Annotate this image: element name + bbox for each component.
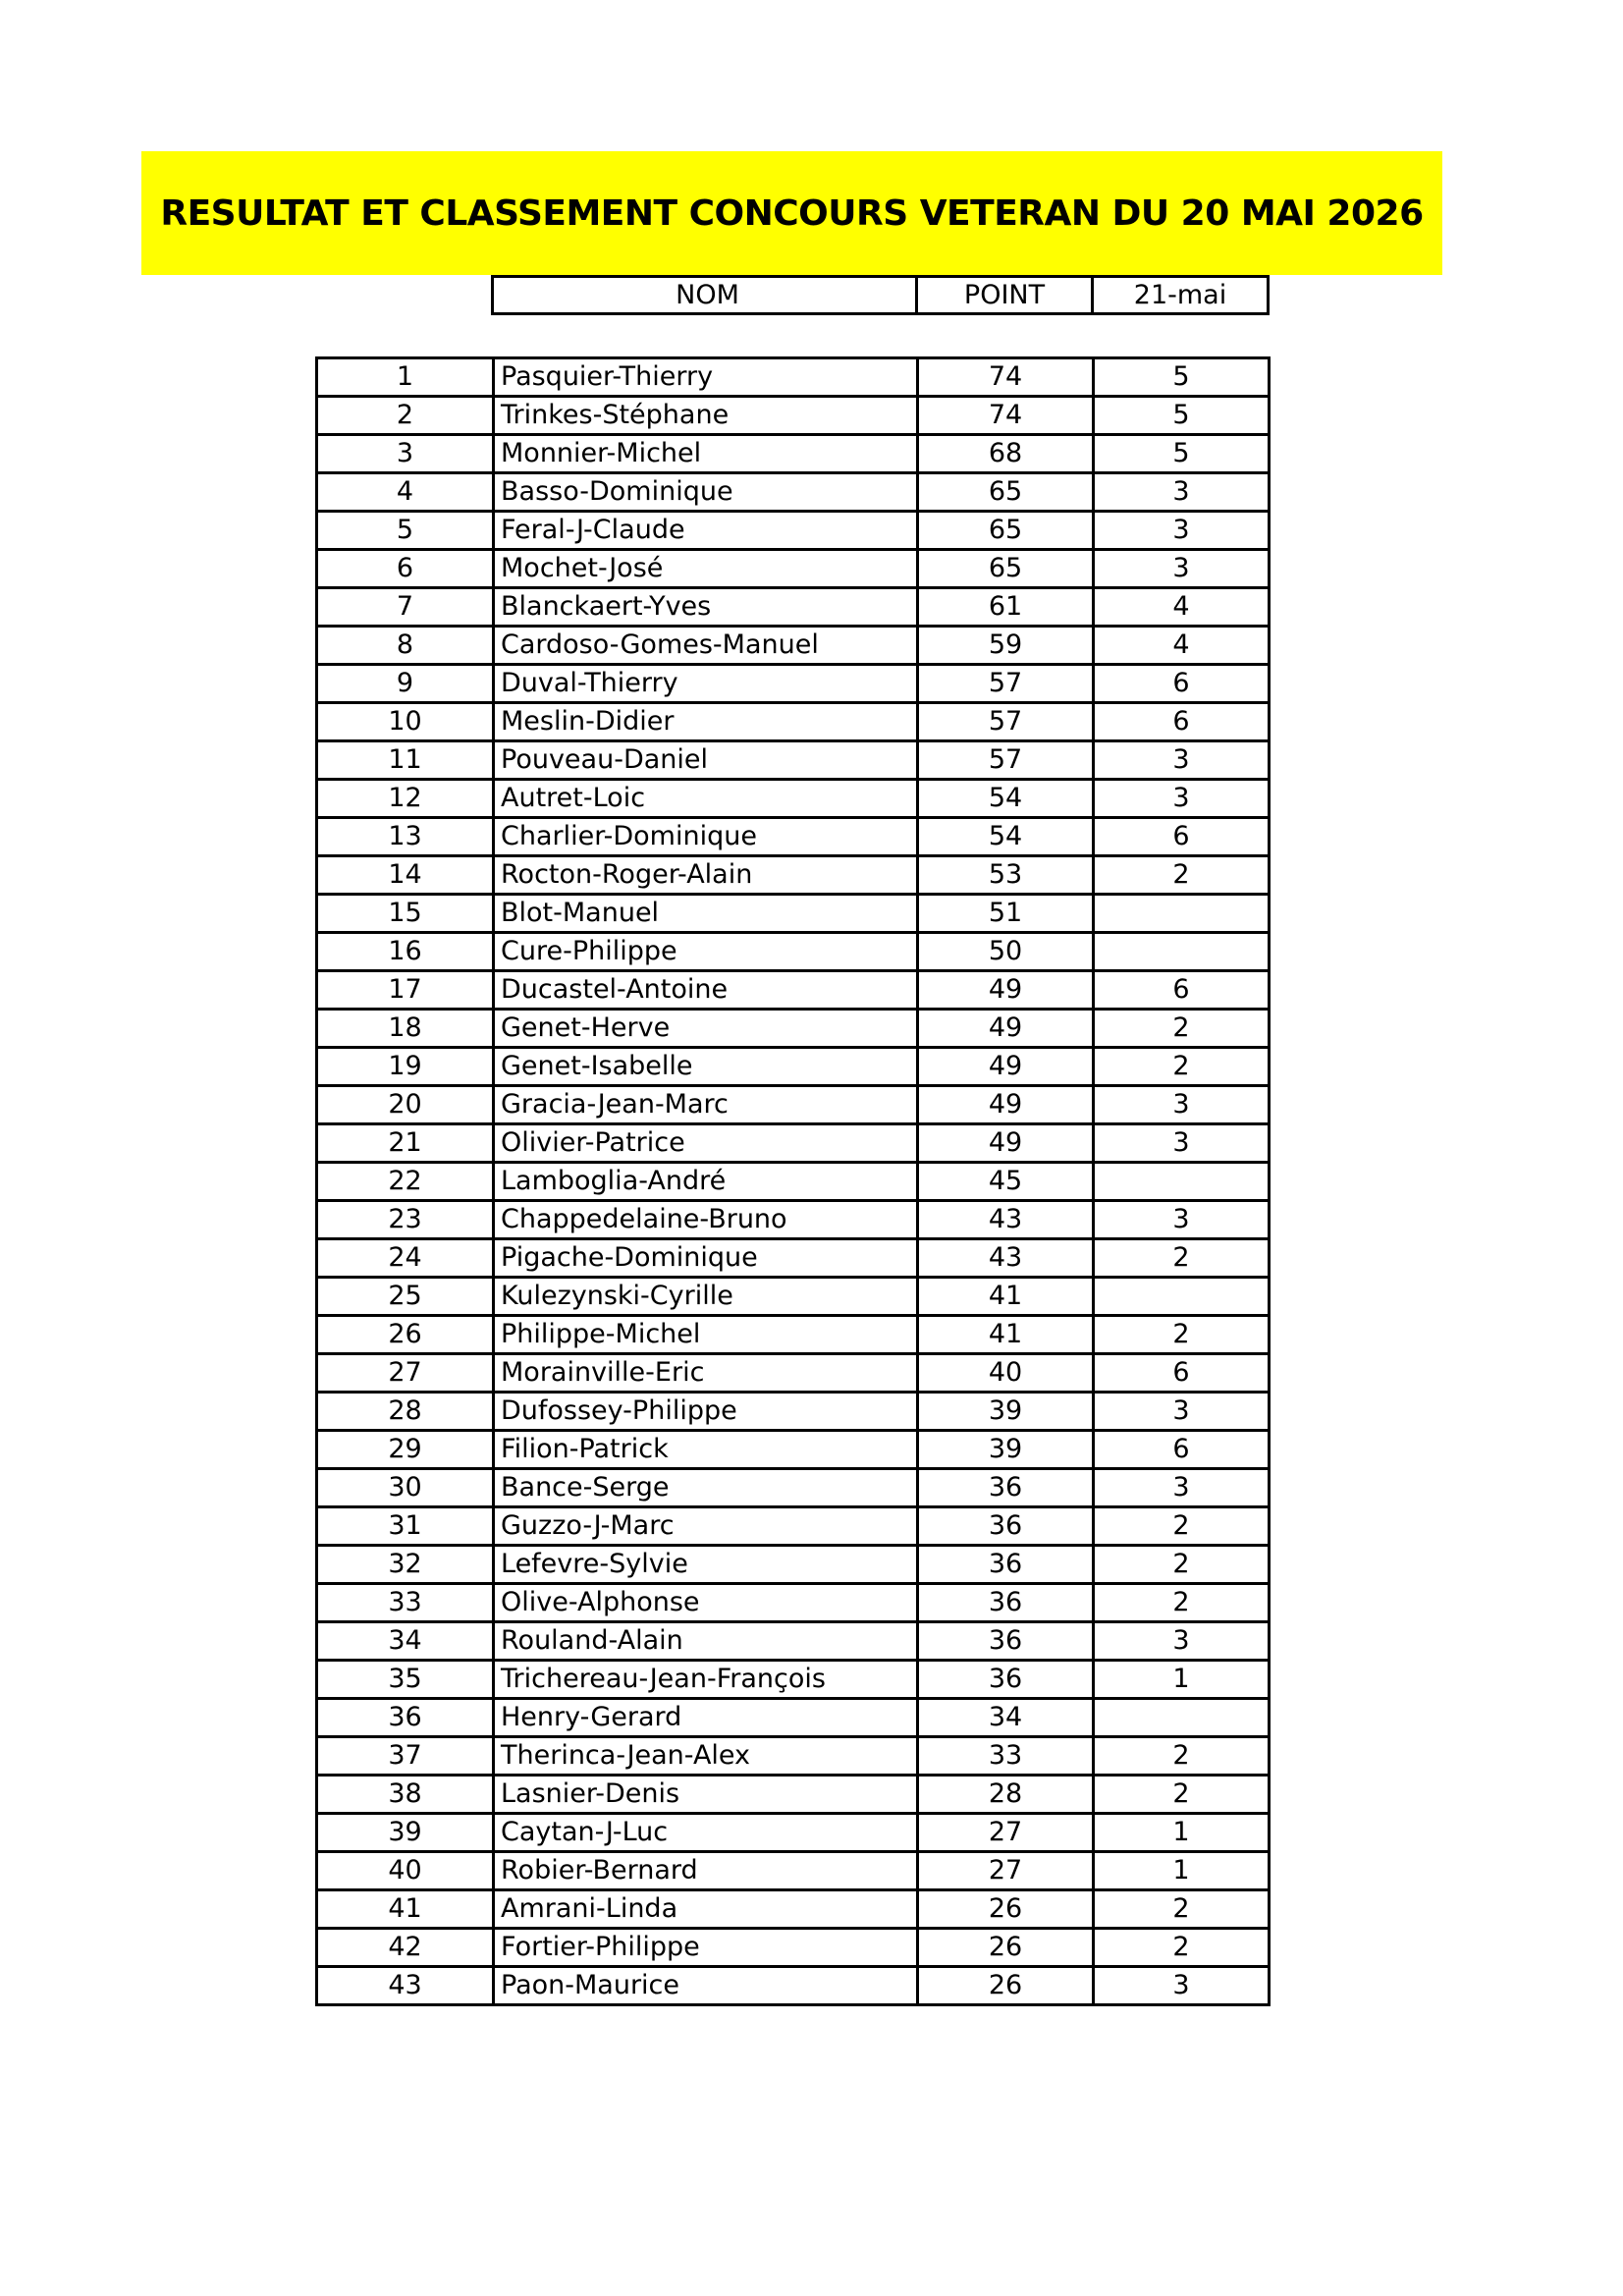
name-cell: Monnier-Michel (494, 435, 918, 473)
date-cell: 6 (1094, 703, 1270, 741)
name-cell: Caytan-J-Luc (494, 1814, 918, 1852)
name-cell: Guzzo-J-Marc (494, 1507, 918, 1546)
table-row (317, 780, 1270, 818)
date-cell: 3 (1094, 512, 1270, 550)
table-row (317, 473, 1270, 512)
name-cell: Charlier-Dominique (494, 818, 918, 856)
point-cell: 59 (918, 627, 1094, 665)
name-cell: Genet-Isabelle (494, 1048, 918, 1086)
date-cell (1094, 1163, 1270, 1201)
header-name: NOM (493, 277, 917, 314)
table-row (317, 1124, 1270, 1163)
date-cell: 3 (1094, 1622, 1270, 1661)
table-row (317, 550, 1270, 588)
point-cell: 51 (918, 895, 1094, 933)
header-row (493, 277, 1269, 314)
rank-cell: 28 (317, 1393, 494, 1431)
rank-cell: 31 (317, 1507, 494, 1546)
rank-cell: 5 (317, 512, 494, 550)
rank-cell: 19 (317, 1048, 494, 1086)
name-cell: Olivier-Patrice (494, 1124, 918, 1163)
point-cell: 26 (918, 1967, 1094, 2005)
name-cell: Pigache-Dominique (494, 1239, 918, 1278)
name-cell: Henry-Gerard (494, 1699, 918, 1737)
point-cell: 36 (918, 1622, 1094, 1661)
table-row (317, 1163, 1270, 1201)
rank-cell: 37 (317, 1737, 494, 1776)
name-cell: Therinca-Jean-Alex (494, 1737, 918, 1776)
name-cell: Kulezynski-Cyrille (494, 1278, 918, 1316)
table-row (317, 1048, 1270, 1086)
table-row (317, 1278, 1270, 1316)
date-cell: 5 (1094, 435, 1270, 473)
table-row (317, 1469, 1270, 1507)
rank-cell: 27 (317, 1354, 494, 1393)
point-cell: 43 (918, 1201, 1094, 1239)
name-cell: Trinkes-Stéphane (494, 397, 918, 435)
point-cell: 57 (918, 703, 1094, 741)
table-row (317, 627, 1270, 665)
rank-cell: 26 (317, 1316, 494, 1354)
date-cell: 2 (1094, 1316, 1270, 1354)
name-cell: Paon-Maurice (494, 1967, 918, 2005)
point-cell: 27 (918, 1814, 1094, 1852)
date-cell: 3 (1094, 780, 1270, 818)
rank-cell: 43 (317, 1967, 494, 2005)
date-cell: 4 (1094, 588, 1270, 627)
table-row (317, 895, 1270, 933)
rank-cell: 30 (317, 1469, 494, 1507)
point-cell: 57 (918, 741, 1094, 780)
table-row (317, 856, 1270, 895)
point-cell: 49 (918, 1010, 1094, 1048)
name-cell: Bance-Serge (494, 1469, 918, 1507)
table-row (317, 1814, 1270, 1852)
date-cell: 5 (1094, 397, 1270, 435)
name-cell: Fortier-Philippe (494, 1929, 918, 1967)
name-cell: Lamboglia-André (494, 1163, 918, 1201)
date-cell: 3 (1094, 741, 1270, 780)
date-cell: 3 (1094, 1124, 1270, 1163)
point-cell: 27 (918, 1852, 1094, 1890)
rank-cell: 29 (317, 1431, 494, 1469)
name-cell: Gracia-Jean-Marc (494, 1086, 918, 1124)
table-row (317, 1584, 1270, 1622)
date-cell: 6 (1094, 971, 1270, 1010)
rank-cell: 13 (317, 818, 494, 856)
point-cell: 53 (918, 856, 1094, 895)
name-cell: Morainville-Eric (494, 1354, 918, 1393)
rank-cell: 40 (317, 1852, 494, 1890)
header-point: POINT (917, 277, 1093, 314)
date-cell (1094, 1278, 1270, 1316)
rank-cell: 25 (317, 1278, 494, 1316)
rank-cell: 11 (317, 741, 494, 780)
table-row (317, 1661, 1270, 1699)
table-row (317, 1699, 1270, 1737)
rank-cell: 36 (317, 1699, 494, 1737)
point-cell: 40 (918, 1354, 1094, 1393)
table-row (317, 1393, 1270, 1431)
rank-cell: 14 (317, 856, 494, 895)
point-cell: 39 (918, 1431, 1094, 1469)
point-cell: 41 (918, 1316, 1094, 1354)
table-row (317, 1507, 1270, 1546)
rank-cell: 1 (317, 358, 494, 397)
date-cell: 3 (1094, 1201, 1270, 1239)
table-row (317, 1967, 1270, 2005)
name-cell: Filion-Patrick (494, 1431, 918, 1469)
rank-cell: 35 (317, 1661, 494, 1699)
table-row (317, 1086, 1270, 1124)
table-row (317, 1776, 1270, 1814)
point-cell: 68 (918, 435, 1094, 473)
date-cell: 6 (1094, 1431, 1270, 1469)
point-cell: 74 (918, 358, 1094, 397)
rank-cell: 24 (317, 1239, 494, 1278)
rank-cell: 42 (317, 1929, 494, 1967)
date-cell: 1 (1094, 1852, 1270, 1890)
name-cell: Pouveau-Daniel (494, 741, 918, 780)
name-cell: Cure-Philippe (494, 933, 918, 971)
date-cell: 1 (1094, 1814, 1270, 1852)
rank-cell: 38 (317, 1776, 494, 1814)
date-cell: 1 (1094, 1661, 1270, 1699)
point-cell: 54 (918, 818, 1094, 856)
date-cell: 6 (1094, 818, 1270, 856)
table-row (317, 588, 1270, 627)
rank-cell: 22 (317, 1163, 494, 1201)
date-cell: 3 (1094, 1393, 1270, 1431)
table-row (317, 435, 1270, 473)
table-row (317, 1316, 1270, 1354)
date-cell: 3 (1094, 1967, 1270, 2005)
name-cell: Duval-Thierry (494, 665, 918, 703)
name-cell: Chappedelaine-Bruno (494, 1201, 918, 1239)
name-cell: Pasquier-Thierry (494, 358, 918, 397)
date-cell: 3 (1094, 1469, 1270, 1507)
name-cell: Rocton-Roger-Alain (494, 856, 918, 895)
table-row (317, 933, 1270, 971)
name-cell: Genet-Herve (494, 1010, 918, 1048)
point-cell: 49 (918, 971, 1094, 1010)
point-cell: 34 (918, 1699, 1094, 1737)
point-cell: 26 (918, 1890, 1094, 1929)
date-cell: 2 (1094, 1584, 1270, 1622)
point-cell: 49 (918, 1048, 1094, 1086)
point-cell: 39 (918, 1393, 1094, 1431)
rank-cell: 18 (317, 1010, 494, 1048)
point-cell: 28 (918, 1776, 1094, 1814)
table-row (317, 1431, 1270, 1469)
date-cell: 6 (1094, 665, 1270, 703)
table-row (317, 818, 1270, 856)
point-cell: 36 (918, 1546, 1094, 1584)
point-cell: 36 (918, 1507, 1094, 1546)
table-row (317, 971, 1270, 1010)
table-row (317, 397, 1270, 435)
date-cell: 2 (1094, 1507, 1270, 1546)
rank-cell: 17 (317, 971, 494, 1010)
point-cell: 36 (918, 1584, 1094, 1622)
rank-cell: 2 (317, 397, 494, 435)
date-cell: 3 (1094, 473, 1270, 512)
page-title: RESULTAT ET CLASSEMENT CONCOURS VETERAN DU 20 MAI 2026 (160, 192, 1424, 234)
rank-cell: 41 (317, 1890, 494, 1929)
table-row (317, 741, 1270, 780)
rank-cell: 16 (317, 933, 494, 971)
column-header-table (491, 275, 1270, 315)
header-date: 21-mai (1093, 277, 1269, 314)
point-cell: 61 (918, 588, 1094, 627)
point-cell: 36 (918, 1661, 1094, 1699)
table-row (317, 358, 1270, 397)
table-row (317, 1546, 1270, 1584)
name-cell: Meslin-Didier (494, 703, 918, 741)
date-cell (1094, 933, 1270, 971)
table-row (317, 1890, 1270, 1929)
date-cell: 2 (1094, 1048, 1270, 1086)
table-row (317, 1737, 1270, 1776)
rank-cell: 34 (317, 1622, 494, 1661)
rank-cell: 33 (317, 1584, 494, 1622)
table-row (317, 512, 1270, 550)
date-cell: 5 (1094, 358, 1270, 397)
rank-cell: 9 (317, 665, 494, 703)
date-cell: 3 (1094, 550, 1270, 588)
table-row (317, 1929, 1270, 1967)
date-cell: 2 (1094, 1737, 1270, 1776)
point-cell: 26 (918, 1929, 1094, 1967)
point-cell: 45 (918, 1163, 1094, 1201)
point-cell: 36 (918, 1469, 1094, 1507)
rank-cell: 6 (317, 550, 494, 588)
date-cell: 4 (1094, 627, 1270, 665)
name-cell: Mochet-José (494, 550, 918, 588)
name-cell: Trichereau-Jean-François (494, 1661, 918, 1699)
name-cell: Ducastel-Antoine (494, 971, 918, 1010)
rank-cell: 4 (317, 473, 494, 512)
rank-cell: 21 (317, 1124, 494, 1163)
date-cell: 2 (1094, 1546, 1270, 1584)
point-cell: 41 (918, 1278, 1094, 1316)
date-cell (1094, 895, 1270, 933)
table-row (317, 1852, 1270, 1890)
name-cell: Basso-Dominique (494, 473, 918, 512)
date-cell: 2 (1094, 1239, 1270, 1278)
point-cell: 65 (918, 550, 1094, 588)
point-cell: 50 (918, 933, 1094, 971)
name-cell: Dufossey-Philippe (494, 1393, 918, 1431)
point-cell: 43 (918, 1239, 1094, 1278)
title-banner (141, 151, 1442, 275)
date-cell: 6 (1094, 1354, 1270, 1393)
rank-cell: 39 (317, 1814, 494, 1852)
name-cell: Blot-Manuel (494, 895, 918, 933)
rank-cell: 15 (317, 895, 494, 933)
name-cell: Blanckaert-Yves (494, 588, 918, 627)
table-row (317, 1239, 1270, 1278)
name-cell: Rouland-Alain (494, 1622, 918, 1661)
results-table (315, 356, 1271, 2006)
rank-cell: 7 (317, 588, 494, 627)
rank-cell: 12 (317, 780, 494, 818)
date-cell: 2 (1094, 1890, 1270, 1929)
point-cell: 74 (918, 397, 1094, 435)
name-cell: Cardoso-Gomes-Manuel (494, 627, 918, 665)
point-cell: 57 (918, 665, 1094, 703)
rank-cell: 32 (317, 1546, 494, 1584)
name-cell: Amrani-Linda (494, 1890, 918, 1929)
date-cell: 2 (1094, 1929, 1270, 1967)
results-body (317, 358, 1270, 2005)
rank-cell: 10 (317, 703, 494, 741)
table-row (317, 1354, 1270, 1393)
point-cell: 49 (918, 1086, 1094, 1124)
point-cell: 33 (918, 1737, 1094, 1776)
table-row (317, 665, 1270, 703)
name-cell: Olive-Alphonse (494, 1584, 918, 1622)
date-cell: 2 (1094, 1010, 1270, 1048)
rank-cell: 3 (317, 435, 494, 473)
point-cell: 49 (918, 1124, 1094, 1163)
table-row (317, 1622, 1270, 1661)
table-row (317, 1010, 1270, 1048)
table-row (317, 1201, 1270, 1239)
date-cell: 2 (1094, 856, 1270, 895)
rank-cell: 23 (317, 1201, 494, 1239)
date-cell: 2 (1094, 1776, 1270, 1814)
name-cell: Autret-Loic (494, 780, 918, 818)
point-cell: 65 (918, 473, 1094, 512)
table-row (317, 703, 1270, 741)
point-cell: 65 (918, 512, 1094, 550)
point-cell: 54 (918, 780, 1094, 818)
name-cell: Philippe-Michel (494, 1316, 918, 1354)
name-cell: Robier-Bernard (494, 1852, 918, 1890)
date-cell (1094, 1699, 1270, 1737)
rank-cell: 20 (317, 1086, 494, 1124)
name-cell: Feral-J-Claude (494, 512, 918, 550)
date-cell: 3 (1094, 1086, 1270, 1124)
name-cell: Lefevre-Sylvie (494, 1546, 918, 1584)
rank-cell: 8 (317, 627, 494, 665)
name-cell: Lasnier-Denis (494, 1776, 918, 1814)
